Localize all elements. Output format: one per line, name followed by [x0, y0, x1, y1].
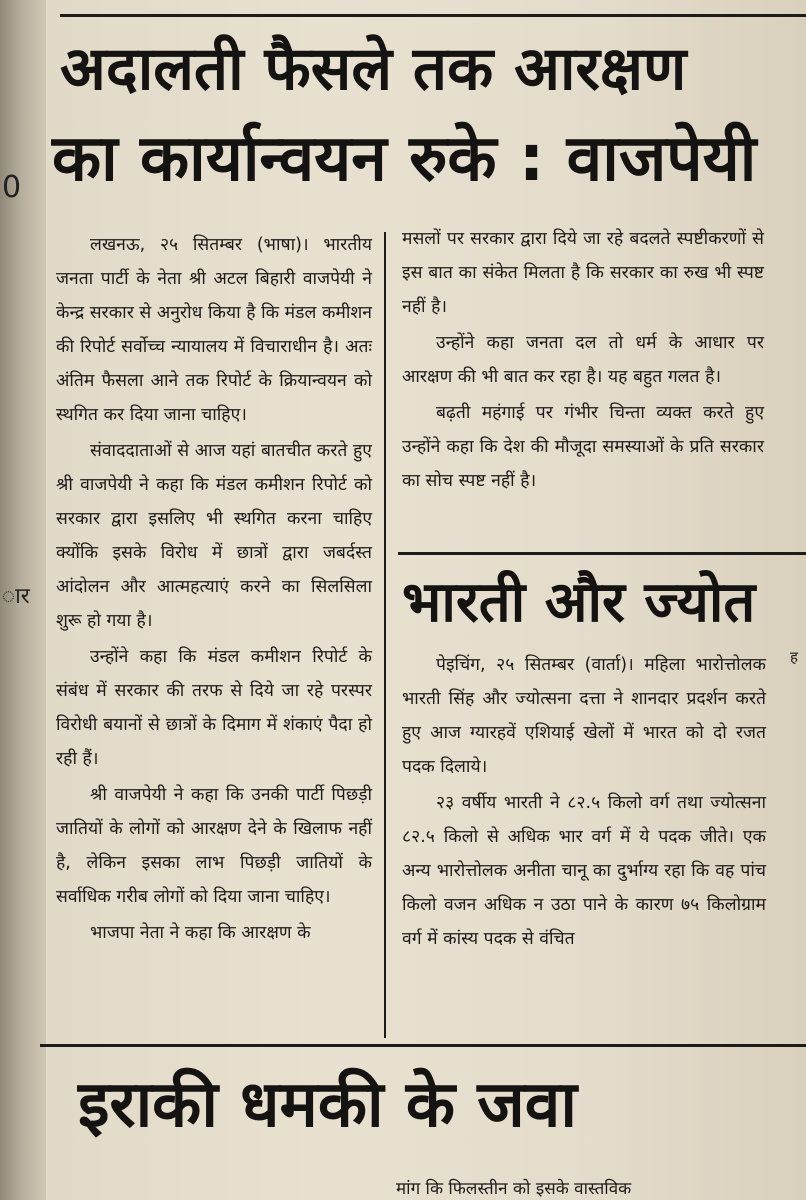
weightlifting-headline: भारती और ज्योत: [402, 570, 756, 635]
bottom-rule: [40, 1044, 806, 1047]
article-paragraph: उन्होंने कहा कि मंडल कमीशन रिपोर्ट के संबंध में सरकार की तरफ से दिये जा रहे परस्पर विरोधी बयानों से छात्रों के दिमाग में शंकाएं पैदा हो रही हैं।: [56, 647, 372, 769]
main-headline-line1: अदालती फैसले तक आरक्षण: [60, 34, 687, 104]
footer-snippet: मांग कि फिलस्तीन को इसके वास्तविक: [396, 1179, 632, 1199]
bottom-headline: इराकी धमकी के जवा: [78, 1068, 577, 1142]
article-paragraph: उन्होंने कहा जनता दल तो धर्म के आधार पर आरक्षण की भी बात कर रहा है। यह बहुत गलत है।: [402, 333, 764, 387]
column-divider: [384, 232, 386, 1038]
article-paragraph: संवाददाताओं से आज यहां बातचीत करते हुए श्री वाजपेयी ने कहा कि मंडल कमीशन रिपोर्ट को सरकार द्वारा इसलिए भी स्थगित करना चाहिए क्योंकि इसके विरोध में छात्रों द्वारा जबर्दस्त आंदोलन और आत्महत्याएं करने का सिलसिला शुरू हो गया है।: [56, 441, 372, 631]
article-paragraph: लखनऊ, २५ सितम्बर (भाषा)। भारतीय जनता पार्टी के नेता श्री अटल बिहारी वाजपेयी ने केन्द्र सरकार से अनुरोध किया है कि मंडल कमीशन की रिपोर्ट सर्वोच्च न्यायालय में विचाराधीन है। अतः अंतिम फैसला आने तक रिपोर्ट के क्रियान्वयन को स्थगित कर दिया जाना चाहिए।: [56, 235, 372, 425]
left-page-fold: [0, 0, 46, 1200]
top-rule: [60, 14, 806, 17]
weightlifting-article-column: [402, 648, 766, 958]
right-edge-fragment: ह: [790, 648, 798, 666]
fold-fragment: ार: [2, 584, 30, 609]
vajpayee-article-column: [56, 228, 372, 952]
article-paragraph: श्री वाजपेयी ने कहा कि उनकी पार्टी पिछड़ी जातियों के लोगों को आरक्षण देने के खिलाफ नहीं है, लेकिन इसका लाभ पिछड़ी जातियों के सर्वाधिक गरीब लोगों को दिया जाना चाहिए।: [56, 785, 372, 907]
article-paragraph: पेइचिंग, २५ सितम्बर (वार्ता)। महिला भारोत्तोलक भारती सिंह और ज्योत्सना दत्ता ने शानदार प्रदर्शन करते हुए आज ग्यारहवें एशियाई खेलों में भारत को दो रजत पदक दिलाये।: [402, 655, 766, 777]
article-paragraph: भाजपा नेता ने कहा कि आरक्षण के: [90, 923, 311, 943]
main-headline-line2: का कार्यान्वयन रुके : वाजपेयी: [52, 122, 757, 196]
article-paragraph: २३ वर्षीय भारती ने ८२.५ किलो वर्ग तथा ज्योत्सना ८२.५ किलो से अधिक भार वर्ग में ये पदक जीते। एक अन्य भारोत्तोलक अनीता चानू का दुर्भाग्य रहा कि वह पांच किलो वजन अधिक न उठा पाने के कारण ७५ किलोग्राम वर्ग में कांस्य पदक से वंचित: [402, 793, 766, 949]
article-paragraph: मसलों पर सरकार द्वारा दिये जा रहे बदलते स्पष्टीकरणों से इस बात का संकेत मिलता है कि सरकार का रुख भी स्पष्ट नहीं है।: [402, 229, 764, 317]
article-paragraph: बढ़ती महंगाई पर गंभीर चिन्ता व्यक्त करते हुए उन्होंने कहा कि देश की मौजूदा समस्याओं के प्रति सरकार का सोच स्पष्ट नहीं है।: [402, 403, 764, 491]
fold-fragment: 0: [2, 170, 22, 205]
vajpayee-continuation-column: [402, 222, 764, 500]
section-rule: [398, 552, 806, 555]
